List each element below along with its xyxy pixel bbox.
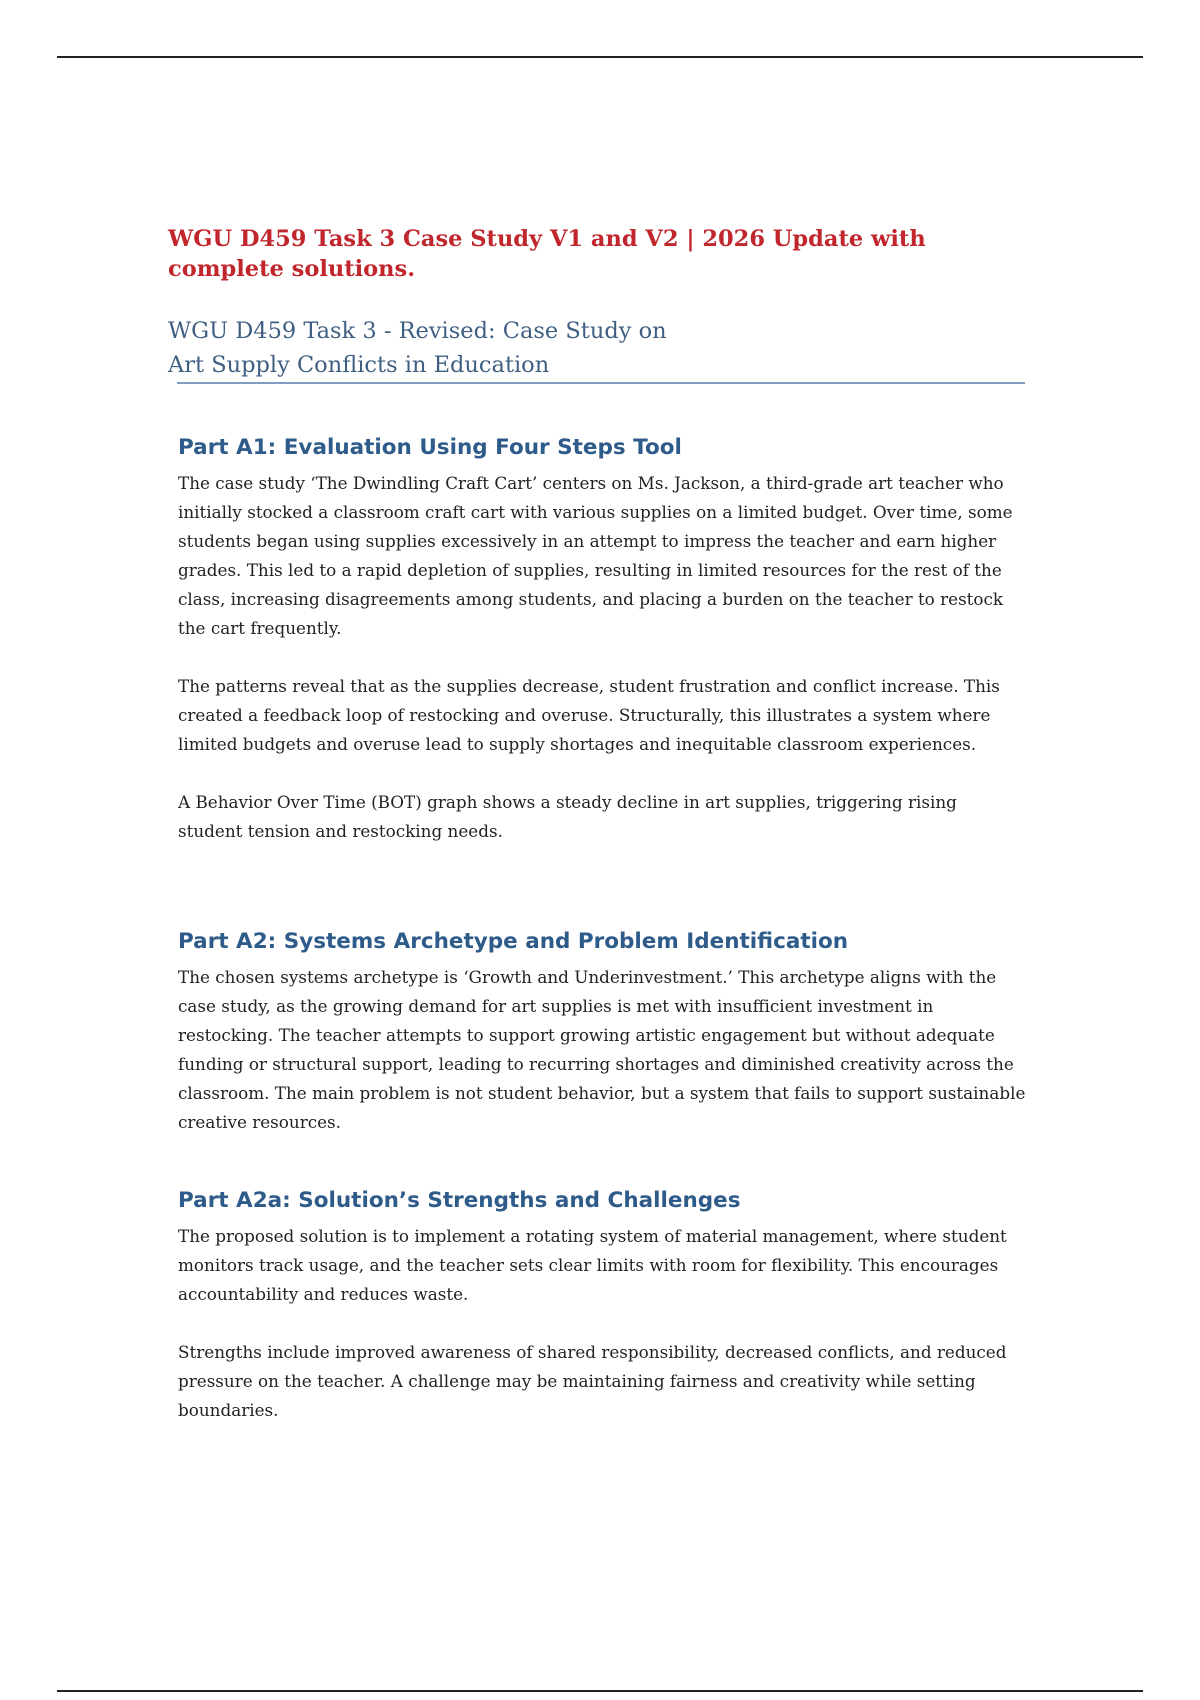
paragraph: The proposed solution is to implement a rotating system of material management, where student monitors track usage, and the teacher sets clear limits with room for flexibility. This encourages accountability and reduces waste. [178, 1226, 1007, 1304]
paragraph: The case study ‘The Dwindling Craft Cart’ centers on Ms. Jackson, a third-grade art teacher who initially stocked a classroom craft cart with various supplies on a limited budget. Over time, some students began using supplies excessively in an attempt to impress the teacher and earn higher grades. This led to a rapid depletion of supplies, resulting in limited resources for the rest of the class, increasing disagreements among students, and placing a burden on the teacher to restock the cart frequently. [178, 473, 1013, 638]
section-part-a1 [178, 433, 1026, 875]
section-part-a2a [178, 1186, 1026, 1454]
section-heading: Part A2a: Solution’s Strengths and Challenges [178, 1188, 741, 1213]
subtitle-line-1: WGU D459 Task 3 - Revised: Case Study on [168, 318, 667, 344]
paragraph: The chosen systems archetype is ‘Growth and Underinvestment.’ This archetype aligns with the case study, as the growing demand for art supplies is met with insufficient investment in restocking. The teacher attempts to support growing artistic engagement but without adequate funding or structural support, leading to recurring shortages and diminished creativity across the classroom. The main problem is not student behavior, but a system that fails to support sustainable creative resources. [178, 967, 1026, 1132]
document-subtitle [168, 314, 1028, 382]
document-title: WGU D459 Task 3 Case Study V1 and V2 | 2026 Update with complete solutions. [168, 226, 926, 282]
section-heading: Part A2: Systems Archetype and Problem Identification [178, 929, 849, 954]
paragraph: The patterns reveal that as the supplies decrease, student frustration and conflict increase. This created a feedback loop of restocking and overuse. Structurally, this illustrates a system where limited budgets and overuse lead to supply shortages and inequitable classroom experiences. [178, 676, 1000, 754]
subtitle-line-2: Art Supply Conflicts in Education [168, 352, 550, 378]
paragraph: Strengths include improved awareness of shared responsibility, decreased conflicts, and reduced pressure on the teacher. A challenge may be maintaining fairness and creativity while setting boundaries. [178, 1342, 1007, 1420]
page-bottom-rule [57, 1690, 1143, 1692]
section-part-a2 [178, 927, 1026, 1166]
section-heading: Part A1: Evaluation Using Four Steps Tool [178, 435, 682, 460]
page-top-rule [57, 56, 1143, 58]
subtitle-underline [177, 382, 1025, 384]
paragraph: A Behavior Over Time (BOT) graph shows a steady decline in art supplies, triggering rising student tension and restocking needs. [178, 792, 957, 841]
